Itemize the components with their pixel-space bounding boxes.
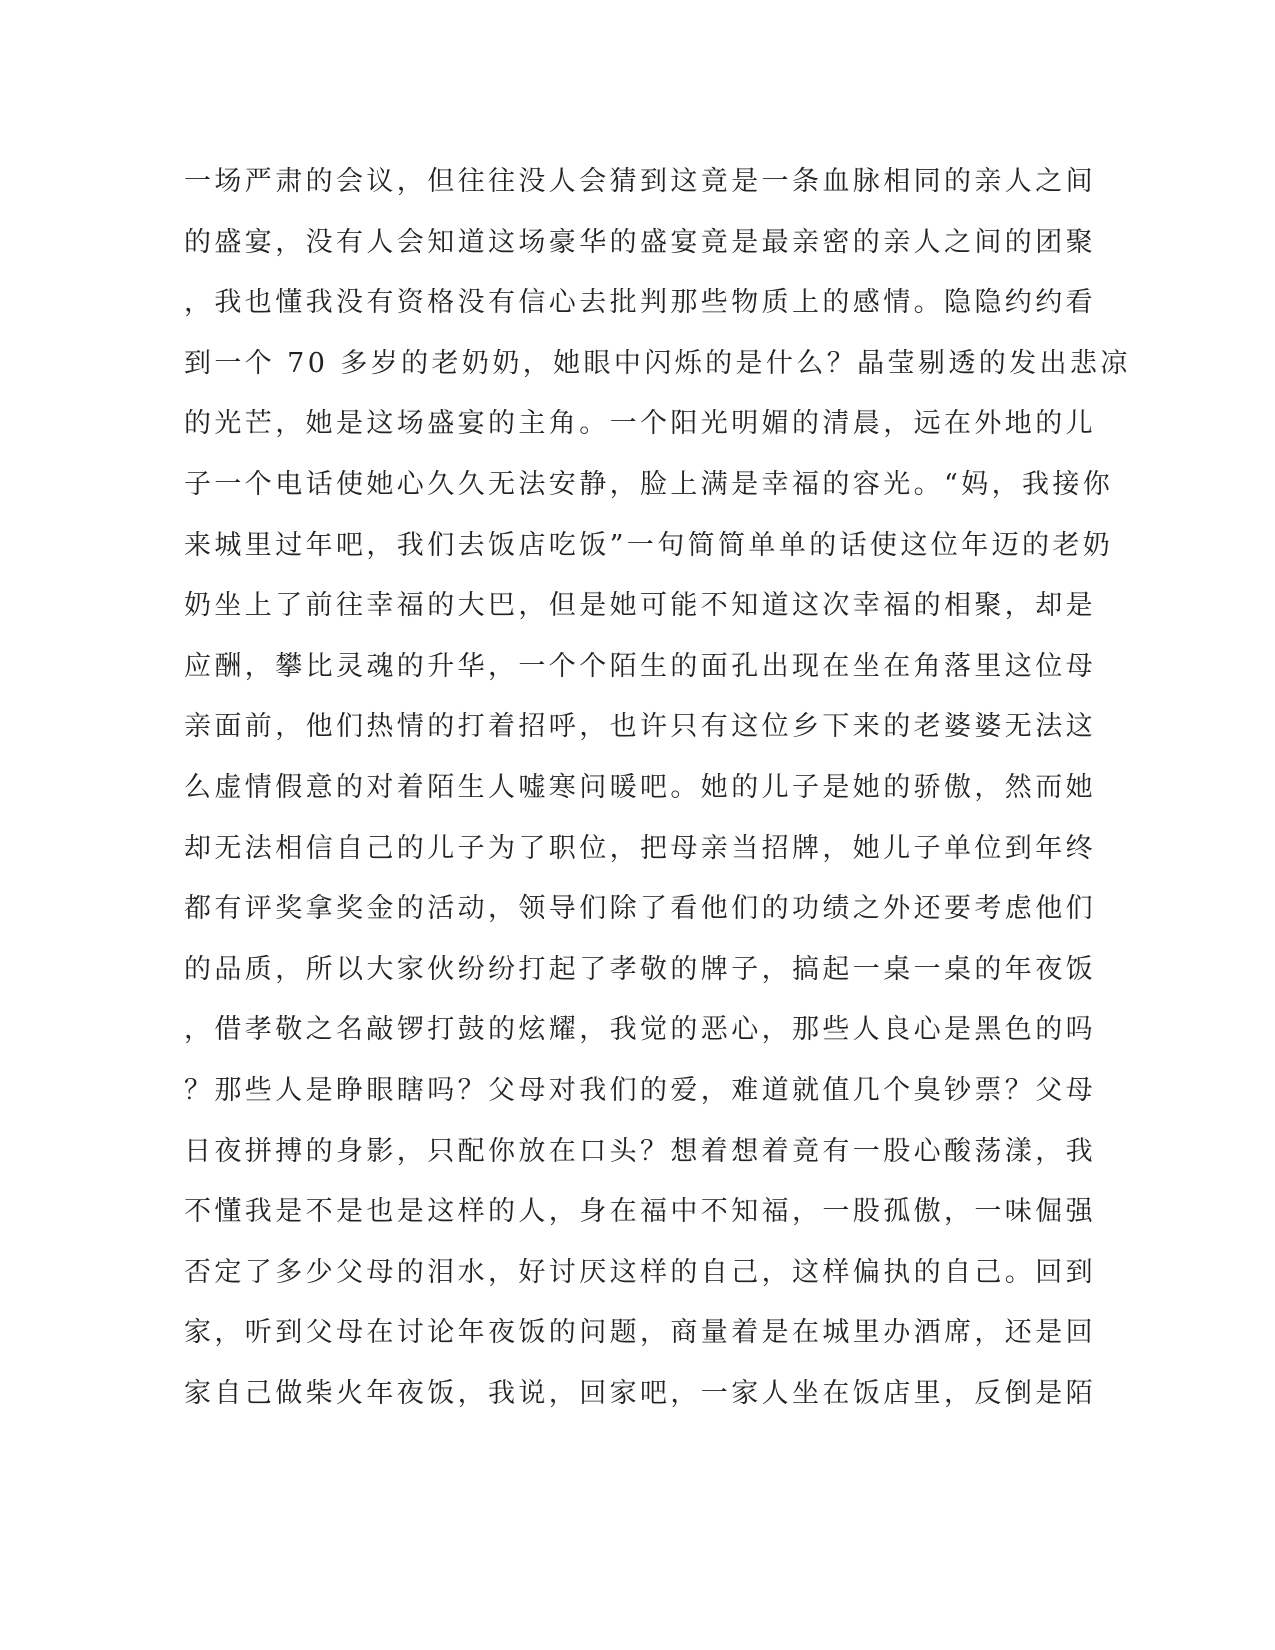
text-line: 子一个电话使她心久久无法安静，脸上满是幸福的容光。“妈，我接你 [184, 468, 1114, 500]
text-line: 来城里过年吧，我们去饭店吃饭”一句简简单单的话使这位年迈的老奶 [184, 529, 1114, 561]
text-line: 的光芒，她是这场盛宴的主角。一个阳光明媚的清晨，远在外地的儿 [184, 408, 1096, 440]
text-line: 日夜拼搏的身影，只配你放在口头？想着想着竟有一股心酸荡漾，我 [184, 1135, 1096, 1167]
text-line: 一场严肃的会议，但往往没人会猜到这竟是一条血脉相同的亲人之间 [184, 166, 1096, 197]
text-line: 奶坐上了前往幸福的大巴，但是她可能不知道这次幸福的相聚，却是 [184, 590, 1096, 622]
text-line: 却无法相信自己的儿子为了职位，把母亲当招牌，她儿子单位到年终 [184, 832, 1096, 864]
text-line: 家，听到父母在讨论年夜饭的问题，商量着是在城里办酒席，还是回 [184, 1317, 1096, 1349]
text-line: 不懂我是不是也是这样的人，身在福中不知福，一股孤傲，一味倔强 [184, 1196, 1096, 1228]
text-line: 应酬，攀比灵魂的升华，一个个陌生的面孔出现在坐在角落里这位母 [184, 650, 1096, 682]
text-line: ？那些人是睁眼瞎吗？父母对我们的爱，难道就值几个臭钞票？父母 [184, 1074, 1096, 1106]
text-line: 亲面前，他们热情的打着招呼，也许只有这位乡下来的老婆婆无法这 [184, 711, 1096, 743]
text-line: ，我也懂我没有资格没有信心去批判那些物质上的感情。隐隐约约看 [184, 287, 1096, 319]
text-line: 到一个 70 多岁的老奶奶，她眼中闪烁的是什么？晶莹剔透的发出悲凉 [184, 347, 1131, 379]
text-line: 么虚情假意的对着陌生人嘘寒问暖吧。她的儿子是她的骄傲，然而她 [184, 771, 1096, 803]
text-line: 的品质，所以大家伙纷纷打起了孝敬的牌子，搞起一桌一桌的年夜饭 [184, 953, 1096, 985]
text-line: 的盛宴，没有人会知道这场豪华的盛宴竟是最亲密的亲人之间的团聚 [184, 226, 1096, 258]
text-line: 都有评奖拿奖金的活动，领导们除了看他们的功绩之外还要考虑他们 [184, 893, 1096, 925]
text-line: 否定了多少父母的泪水，好讨厌这样的自己，这样偏执的自己。回到 [184, 1256, 1096, 1288]
body-text [184, 160, 1131, 1432]
text-line: ，借孝敬之名敲锣打鼓的炫耀，我觉的恶心，那些人良心是黑色的吗 [184, 1014, 1096, 1046]
text-line: 家自己做柴火年夜饭，我说，回家吧，一家人坐在饭店里，反倒是陌 [184, 1377, 1096, 1409]
